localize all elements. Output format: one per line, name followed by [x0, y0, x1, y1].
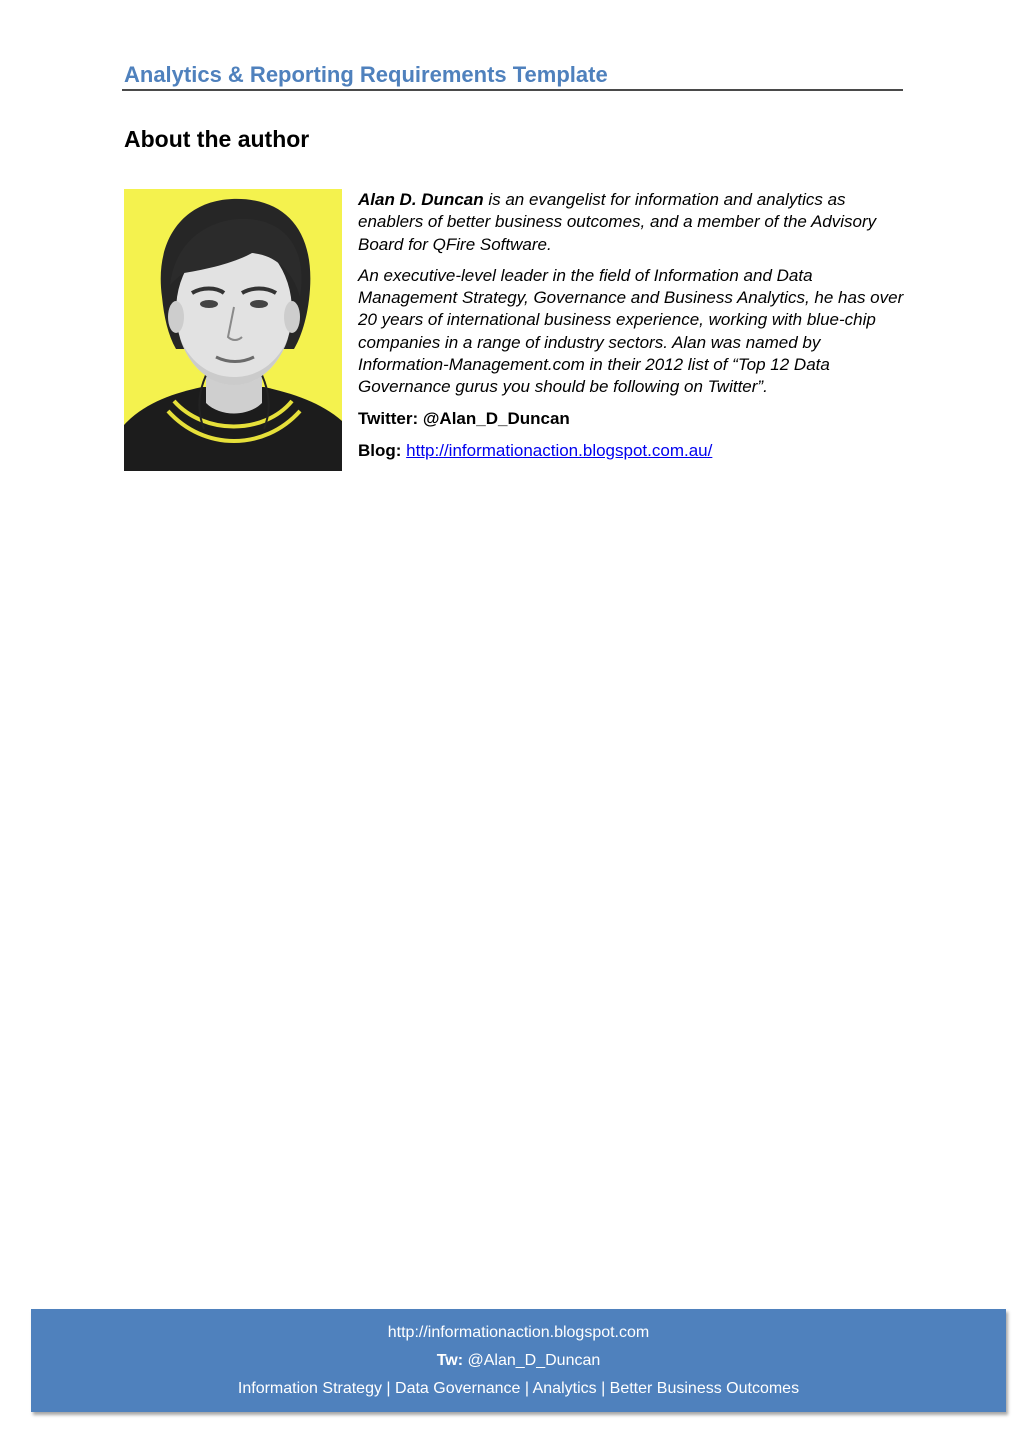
bio-paragraph-1: [358, 189, 906, 256]
page-footer: [31, 1309, 1006, 1412]
footer-twitter: [31, 1347, 1006, 1375]
twitter-line: [358, 408, 906, 430]
footer-tagline: Information Strategy | Data Governance | Analytics | Better Business Outcomes: [237, 1380, 800, 1397]
footer-tw-handle: @Alan_D_Duncan: [463, 1352, 601, 1369]
twitter-label: Twitter:: [358, 408, 423, 428]
author-bio: [358, 189, 906, 472]
footer-tw-label: Tw:: [436, 1352, 464, 1369]
title-divider: [122, 89, 903, 91]
document-title: Analytics & Reporting Requirements Template: [124, 62, 608, 87]
blog-line: [358, 440, 906, 462]
blog-label: Blog:: [358, 440, 407, 460]
section-heading: About the author: [124, 126, 310, 152]
author-photo: [124, 189, 342, 471]
bio-paragraph-2: An executive-level leader in the field of Information and Data Management Strategy, Governance and Business Analytics, he has over 20 years of international business experience, working with blue-chip companies in a range of industry sectors. Alan was named by Information-Management.com in their 2012 list of “Top 12 Data Governance gurus you should be following on Twitter”.: [358, 265, 904, 397]
twitter-handle: @Alan_D_Duncan: [422, 408, 570, 428]
footer-url: http://informationaction.blogspot.com: [387, 1324, 650, 1341]
bio-paragraph-1-text: is an evangelist for information and analytics as enablers of better business outcomes, and a member of the Advisory Board for QFire Software.: [358, 190, 877, 254]
blog-link[interactable]: http://informationaction.blogspot.com.au/: [406, 440, 713, 460]
author-name: Alan D. Duncan: [358, 190, 484, 209]
